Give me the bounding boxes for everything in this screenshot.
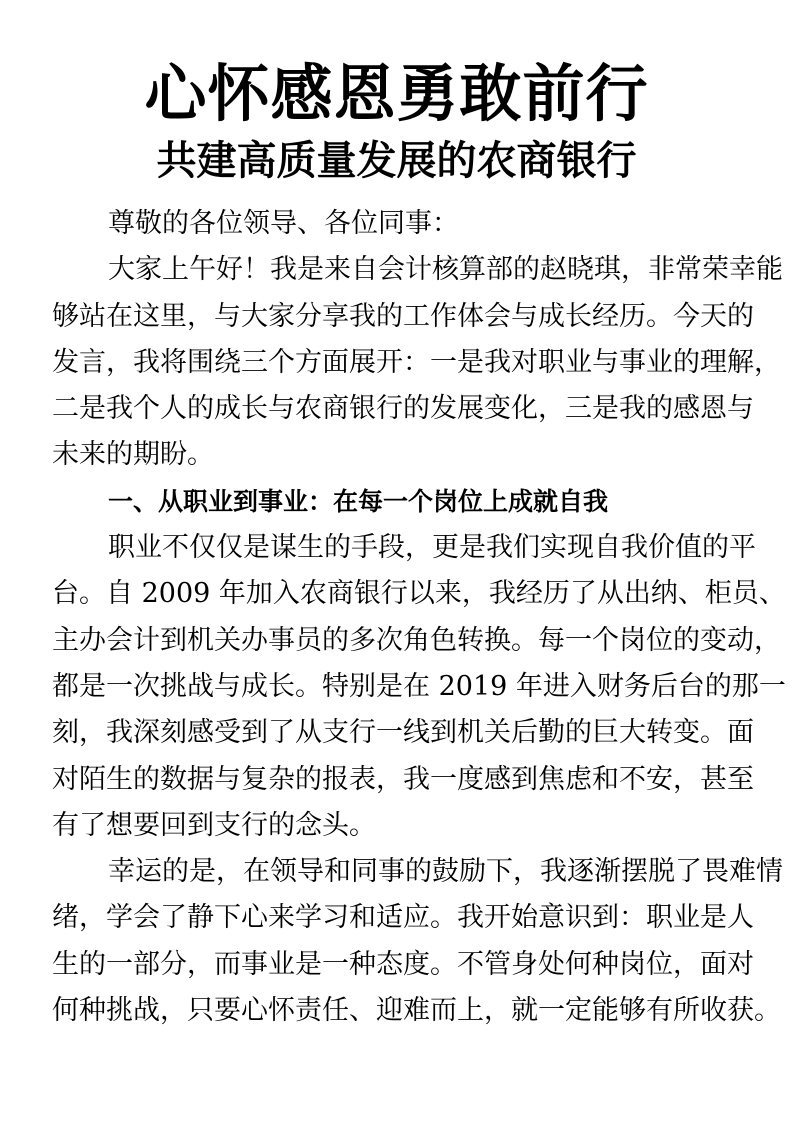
paragraph-growth [52, 849, 783, 1034]
paragraph-line: 二是我个人的成长与农商银行的发展变化，三是我的感恩与 [52, 393, 754, 425]
paragraph-line: 大家上午好！我是来自会计核算部的赵晓琪，非常荣幸能 [108, 254, 783, 286]
paragraph-line: 有了想要回到支行的念头。 [52, 809, 376, 841]
section-heading: 一、从职业到事业：在每一个岗位上成就自我 [108, 486, 609, 516]
document-body [52, 201, 786, 1034]
paragraph-line: 对陌生的数据与复杂的报表，我一度感到焦虑和不安，甚至 [52, 763, 754, 795]
paragraph-line: 够站在这里，与大家分享我的工作体会与成长经历。今天的 [52, 300, 754, 332]
paragraph-line: 主办会计到机关办事员的多次角色转换。每一个岗位的变动， [52, 624, 781, 656]
paragraph-line: 职业不仅仅是谋生的手段，更是我们实现自我价值的平 [108, 532, 756, 564]
paragraph-line: 绪，学会了静下心来学习和适应。我开始意识到：职业是人 [52, 902, 754, 934]
greeting: 尊敬的各位领导、各位同事： [108, 208, 459, 239]
paragraph-line: 刻，我深刻感受到了从支行一线到机关后勤的巨大转变。面 [52, 717, 754, 749]
paragraph-line: 未来的期盼。 [52, 439, 214, 471]
paragraph-career [52, 525, 786, 849]
paragraph-line: 发言，我将围绕三个方面展开：一是我对职业与事业的理解， [52, 346, 781, 378]
paragraph-intro [52, 247, 783, 478]
paragraph-line: 何种挑战，只要心怀责任、迎难而上，就一定能够有所收获。 [52, 995, 781, 1027]
document-title: 心怀感恩勇敢前行 [144, 57, 649, 130]
paragraph-line: 都是一次挑战与成长。特别是在 2019 年进入财务后台的那一 [52, 670, 786, 702]
paragraph-line: 台。自 2009 年加入农商银行以来，我经历了从出纳、柜员、 [52, 578, 786, 610]
paragraph-line: 生的一部分，而事业是一种态度。不管身处何种岗位，面对 [52, 948, 754, 980]
document-subtitle: 共建高质量发展的农商银行 [156, 137, 637, 184]
paragraph-line: 幸运的是，在领导和同事的鼓励下，我逐渐摆脱了畏难情 [108, 856, 783, 888]
